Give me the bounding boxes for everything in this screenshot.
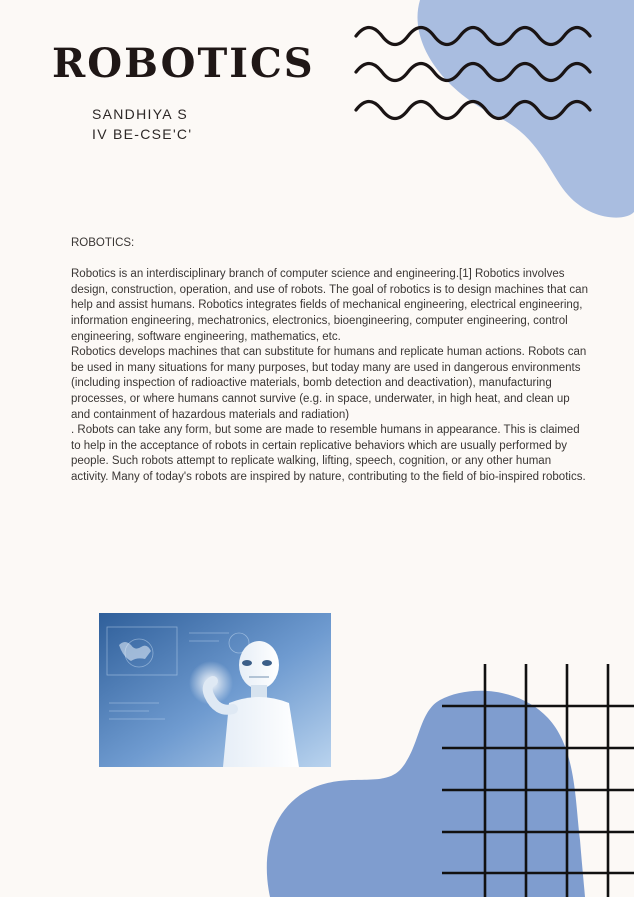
top-blob-shape [418, 0, 634, 218]
author-name: SANDHIYA S [92, 106, 188, 122]
author-class: IV BE-CSE'C' [92, 126, 193, 142]
page-title: ROBOTICS [52, 40, 315, 87]
body-text [71, 236, 591, 486]
paragraph-1: Robotics is an interdisciplinary branch of computer science and engineering.[1] Robotics involves design, construction, operation, and use of robots. The goal of robotics is to design machines that can help and assist humans. Robotics integrates fields of mechanical engineering, electrical engineering, information engineering, mechatronics, electronics, bioengineering, computer engineering, control engineering, software engineering, mathematics, etc. [71, 268, 588, 343]
paragraph-2: Robotics develops machines that can substitute for humans and replicate human actions. Robots can be used in many situations for many purposes, but today many are used in dangerous environments (including inspection of radioactive materials, bomb detection and deactivation), manufacturing processes, or where humans cannot survive (e.g. in space, underwater, in high heat, and clean up and containment of hazardous materials and radiation) [71, 346, 587, 421]
author-block [92, 104, 192, 144]
robot-photo [99, 613, 331, 767]
section-heading: ROBOTICS: [71, 237, 135, 249]
paragraph-3: . Robots can take any form, but some are made to resemble humans in appearance. This is claimed to help in the acceptance of robots in certain replicative behaviors which are usually performed by people. Such robots attempt to replicate walking, lifting, speech, cognition, or any other human activity. Many of today's robots are inspired by nature, contributing to the field of bio-inspired robotics. [71, 424, 586, 483]
